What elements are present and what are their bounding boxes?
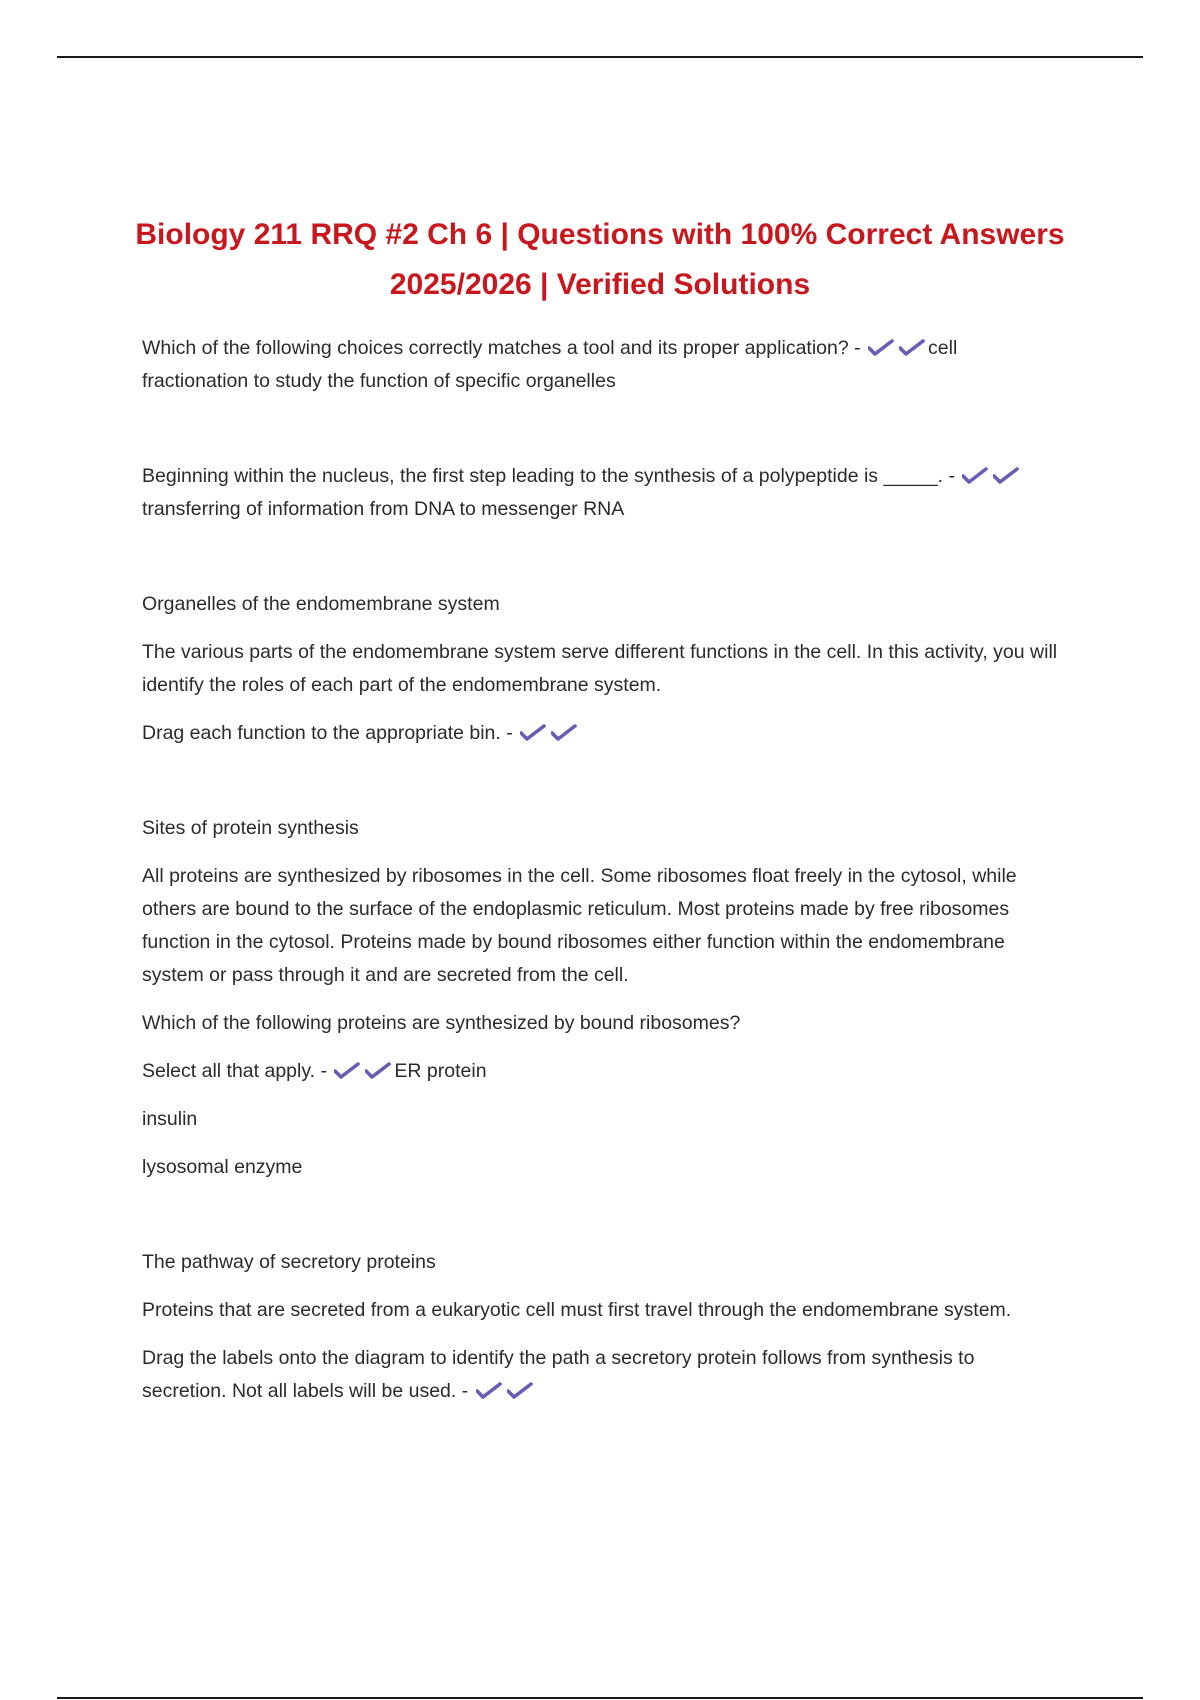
section-body: All proteins are synthesized by ribosomes in the cell. Some ribosomes float freely in the cytosol, while others are bound to the surface of the endoplasmic reticulum. Most proteins made by free ribosomes function in the cytosol. Proteins made by bound ribosomes either function within the endomembrane system or pass through it and are secreted from the cell. <box>142 865 1017 986</box>
section-heading: Organelles of the endomembrane system <box>142 593 500 615</box>
checkmark-icon <box>520 724 546 742</box>
checkmark-icon <box>365 1062 391 1080</box>
qa-item-4 <box>142 1055 1062 1088</box>
qa-item-3 <box>142 717 1062 750</box>
section-body: Proteins that are secreted from a eukaryotic cell must first travel through the endomembrane system. <box>142 1299 1012 1321</box>
document-body <box>142 332 1062 1423</box>
question-text: Select all that apply. - <box>142 1060 333 1082</box>
section-question: Which of the following proteins are synthesized by bound ribosomes? <box>142 1012 741 1034</box>
answer-line: lysosomal enzyme <box>142 1156 303 1178</box>
checkmark-icon <box>507 1382 533 1400</box>
question-text: Drag each function to the appropriate bin. - <box>142 722 519 744</box>
qa-item-1 <box>142 332 1062 398</box>
question-text: Which of the following choices correctly matches a tool and its proper application? - <box>142 337 867 359</box>
answer-text: ER protein <box>394 1060 487 1082</box>
section-heading: The pathway of secretory proteins <box>142 1251 436 1273</box>
answer-line: insulin <box>142 1108 198 1130</box>
answer-text: cell fractionation to study the function of specific organelles <box>142 337 958 392</box>
section-heading: Sites of protein synthesis <box>142 817 359 839</box>
checkmark-icon <box>476 1382 502 1400</box>
checkmark-icon <box>334 1062 360 1080</box>
checkmark-icon <box>962 467 988 485</box>
checkmark-icon <box>993 467 1019 485</box>
question-text: Drag the labels onto the diagram to identify the path a secretory protein follows from synthesis to secretion. Not all labels will be used. - <box>142 1347 975 1402</box>
qa-item-2 <box>142 460 1062 526</box>
checkmark-icon <box>868 339 894 357</box>
checkmark-icon <box>551 724 577 742</box>
checkmark-icon <box>899 339 925 357</box>
qa-item-5 <box>142 1342 1062 1408</box>
answer-text: transferring of information from DNA to messenger RNA <box>142 498 625 520</box>
section-body: The various parts of the endomembrane system serve different functions in the cell. In this activity, you will identify the roles of each part of the endomembrane system. <box>142 641 1058 696</box>
top-rule <box>57 56 1143 58</box>
question-text: Beginning within the nucleus, the first step leading to the synthesis of a polypeptide is _____. - <box>142 465 961 487</box>
bottom-rule <box>57 1697 1143 1699</box>
document-title: Biology 211 RRQ #2 Ch 6 | Questions with 100% Correct Answers 2025/2026 | Verified Solutions <box>135 218 1065 301</box>
